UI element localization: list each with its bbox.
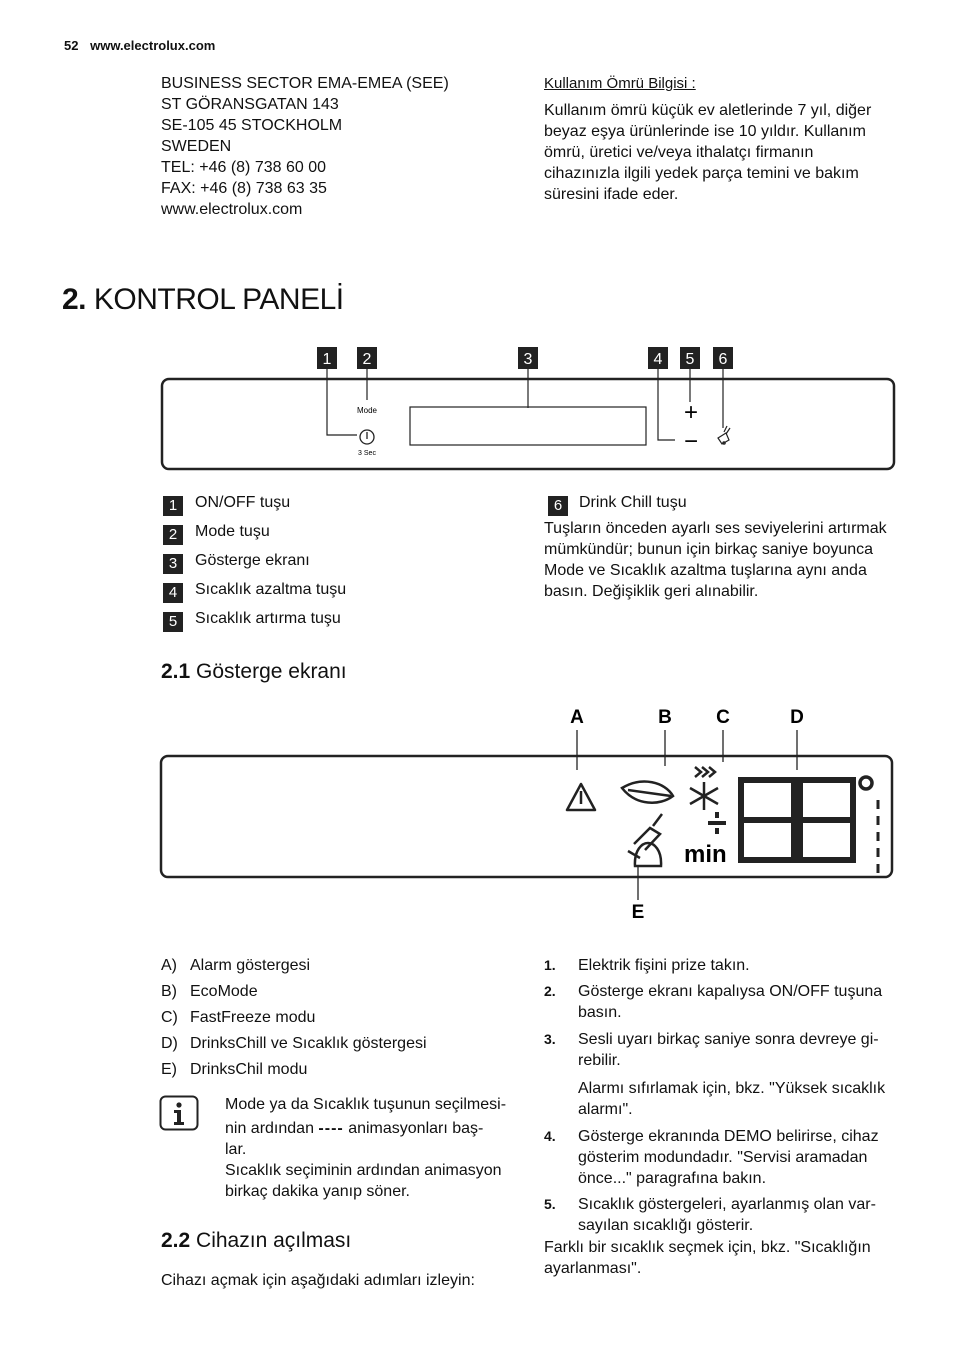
closing-text: [544, 1237, 871, 1279]
leaf-icon: [622, 782, 673, 803]
minus-button[interactable]: −: [683, 428, 699, 455]
header-site: www.electrolux.com: [90, 38, 216, 53]
legend-badge: 4: [163, 583, 183, 603]
address-line: FAX: +46 (8) 738 63 35: [161, 180, 327, 197]
callout-label-4: 4: [653, 351, 663, 368]
label-e: E: [631, 902, 645, 923]
info-line: Sıcaklık seçiminin ardından animasyon: [225, 1162, 502, 1179]
lifetime-line: ömrü, üretici ve/veya ithalatçı firmanın: [544, 144, 814, 161]
info-line: birkaç dakika yanıp söner.: [225, 1183, 410, 1200]
callout-label-2: 2: [362, 351, 372, 368]
legend-note-line: Tuşların önceden ayarlı ses seviyelerini artırmak: [544, 520, 887, 537]
step-line: rebilir.: [578, 1052, 621, 1069]
step-line: alarmı".: [578, 1101, 633, 1118]
display-item-key: A): [161, 957, 177, 974]
degree-symbol: [860, 777, 872, 789]
lifetime-block: [544, 73, 871, 205]
legend-label: ON/OFF tuşu: [195, 494, 291, 511]
step-number: 1.: [544, 957, 556, 973]
legend-note-line: basın. Değişiklik geri alınabilir.: [544, 583, 759, 600]
lifetime-line: cihazınızla ilgili yedek parça temini ve bakım: [544, 165, 859, 182]
info-icon: [159, 1095, 201, 1133]
legend-note: [544, 518, 887, 602]
page-number: 52: [64, 38, 79, 53]
display-item-key: D): [161, 1035, 178, 1052]
address-line: SWEDEN: [161, 138, 232, 155]
step-line: basın.: [578, 1004, 622, 1021]
lifetime-line: süresini ifade eder.: [544, 186, 679, 203]
sec-label: 3 Sec: [358, 450, 376, 457]
display-item-label: EcoMode: [190, 983, 258, 1000]
step-number: 4.: [544, 1128, 556, 1144]
bell-icon: [628, 814, 662, 866]
closing-line: ayarlanması".: [544, 1260, 642, 1277]
intro-text: Cihazı açmak için aşağıdaki adımları izleyin:: [161, 1272, 475, 1289]
legend-label: Drink Chill tuşu: [579, 494, 687, 511]
sign-indicator: [708, 812, 726, 834]
step-number: 5.: [544, 1196, 556, 1212]
step-line: sayılan sıcaklığı gösterir.: [578, 1217, 754, 1234]
legend-note-line: mümkündür; bunun için birkaç saniye boyunca: [544, 541, 874, 558]
legend-note-line: Mode ve Sıcaklık azaltma tuşlarına aynı anda: [544, 562, 867, 579]
info-line: Mode ya da Sıcaklık tuşunun seçilmesi-: [225, 1096, 507, 1113]
subsection-title: Gösterge ekranı: [196, 660, 347, 683]
mode-label: Mode: [356, 406, 378, 415]
step-line: Sıcaklık göstergeleri, ayarlanmış olan var-: [578, 1196, 876, 1213]
section-title: KONTROL PANELİ: [93, 283, 344, 316]
info-line-part: animasyonları baş-: [348, 1120, 484, 1137]
min-label: min: [684, 841, 727, 868]
callout-label-6: 6: [718, 351, 728, 368]
step-number: 3.: [544, 1031, 556, 1047]
subsection-number: 2.1: [161, 660, 191, 683]
lifetime-line: beyaz eşya ürünlerinde ise 10 yıldır. Kullanım: [544, 123, 866, 140]
legend-badge: 5: [163, 612, 183, 632]
step-line: Sesli uyarı birkaç saniye sonra devreye gi-: [578, 1031, 879, 1048]
legend-label: Sıcaklık artırma tuşu: [195, 610, 341, 627]
callout-label-3: 3: [523, 351, 533, 368]
section-number: 2.: [62, 283, 87, 316]
display-item-key: E): [161, 1061, 177, 1078]
display-item-label: DrinksChil modu: [190, 1061, 308, 1078]
label-d: D: [790, 707, 804, 728]
legend-badge: 2: [163, 525, 183, 545]
legend-badge: 1: [163, 496, 183, 516]
snowflake-icon: [690, 767, 718, 810]
lifetime-title: Kullanım Ömrü Bilgisi :: [544, 75, 696, 92]
subsection-heading-2-2: [161, 1229, 351, 1253]
step-line: Elektrik fişini prize takın.: [578, 957, 750, 974]
temperature-digits: [741, 780, 853, 860]
callout-label-1: 1: [322, 351, 332, 368]
subsection-heading-2-1: [161, 660, 347, 684]
plus-button[interactable]: +: [683, 399, 699, 426]
step-line: Alarmı sıfırlamak için, bkz. "Yüksek sıcaklık: [578, 1080, 886, 1097]
info-text: [225, 1094, 525, 1202]
address-line: BUSINESS SECTOR EMA-EMEA (SEE): [161, 75, 449, 92]
lifetime-line: Kullanım ömrü küçük ev aletlerinde 7 yıl, diğer: [544, 102, 872, 119]
label-a: A: [570, 707, 584, 728]
step-line: Gösterge ekranında DEMO belirirse, cihaz: [578, 1128, 879, 1145]
closing-line: Farklı bir sıcaklık seçmek için, bkz. "Sıcaklığın: [544, 1239, 871, 1256]
display-item-key: B): [161, 983, 177, 1000]
legend-badge: 3: [163, 554, 183, 574]
display-item-label: Alarm göstergesi: [190, 957, 311, 974]
legend-label: Sıcaklık azaltma tuşu: [195, 581, 347, 598]
address-line: ST GÖRANSGATAN 143: [161, 96, 339, 113]
legend-badge: 6: [548, 496, 568, 516]
display-item-label: DrinksChill ve Sıcaklık göstergesi: [190, 1035, 427, 1052]
page-header: [64, 38, 223, 53]
legend-label: Mode tuşu: [195, 523, 270, 540]
animation-dashes: ----: [318, 1120, 344, 1137]
legend-label: Gösterge ekranı: [195, 552, 310, 569]
step-line: Gösterge ekranı kapalıysa ON/OFF tuşuna: [578, 983, 883, 1000]
address-line: TEL: +46 (8) 738 60 00: [161, 159, 326, 176]
label-b: B: [658, 707, 672, 728]
drink-chill-icon[interactable]: [718, 426, 730, 444]
info-line: lar.: [225, 1141, 247, 1158]
display-item-label: FastFreeze modu: [190, 1009, 316, 1026]
step-line: gösterim modundadır. "Servisi aramadan: [578, 1149, 868, 1166]
callout-label-5: 5: [685, 351, 695, 368]
info-line-part: nin ardından: [225, 1120, 314, 1137]
address-line: www.electrolux.com: [161, 201, 303, 218]
address-line: SE-105 45 STOCKHOLM: [161, 117, 343, 134]
display-window: [410, 407, 646, 445]
control-panel-diagram: [150, 340, 910, 480]
display-diagram: [150, 700, 910, 930]
address-block: [161, 73, 449, 220]
step-line: önce..." paragrafına bakın.: [578, 1170, 767, 1187]
display-item-key: C): [161, 1009, 178, 1026]
step-number: 2.: [544, 983, 556, 999]
subsection-number: 2.2: [161, 1229, 191, 1252]
alarm-triangle-icon: [567, 784, 595, 810]
info-line-2: [225, 1118, 525, 1139]
label-c: C: [716, 707, 730, 728]
subsection-title: Cihazın açılması: [196, 1229, 352, 1252]
section-heading: [62, 283, 344, 317]
power-icon[interactable]: [360, 430, 374, 444]
